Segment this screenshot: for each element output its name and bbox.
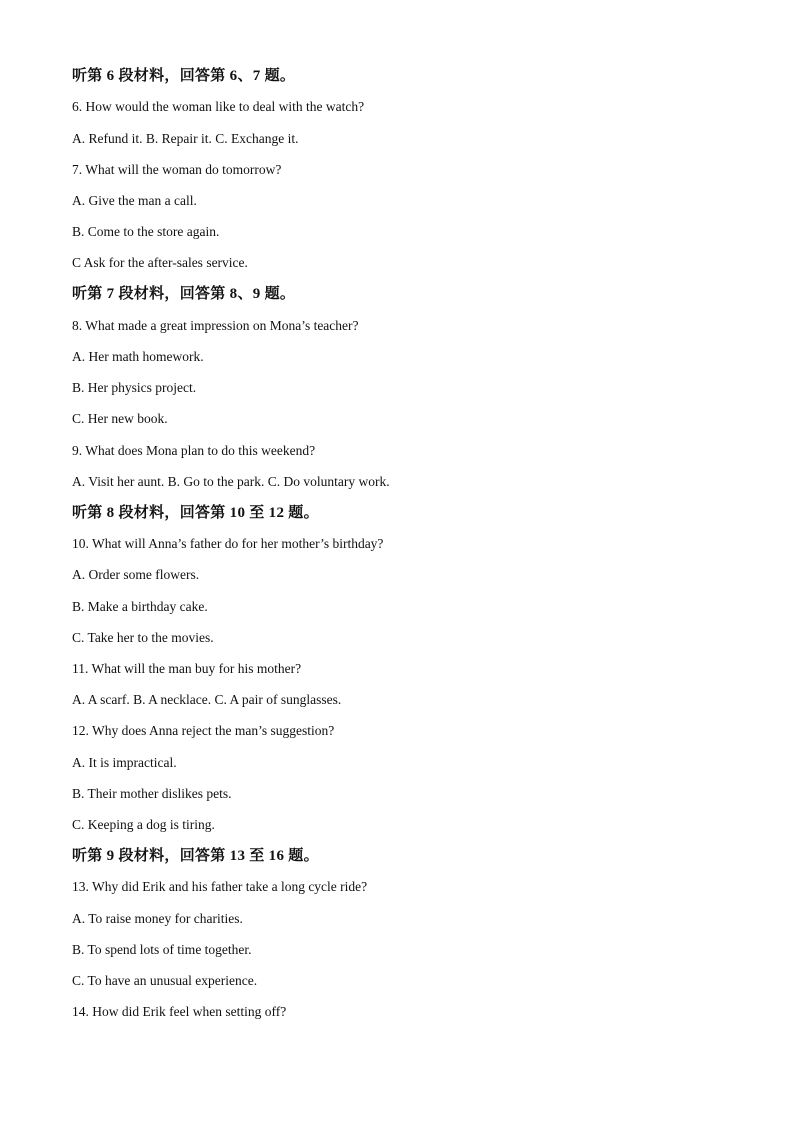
section-heading-7: 听第 7 段材料，回答第 8、9 题。 bbox=[72, 286, 296, 302]
option-8b: B. Her physics project. bbox=[72, 380, 197, 395]
option-8c: C. Her new book. bbox=[72, 411, 168, 426]
option-7b: B. Come to the store again. bbox=[72, 224, 220, 239]
question-8: 8. What made a great impression on Mona’s teacher? bbox=[72, 318, 359, 333]
section-heading-9: 听第 9 段材料，回答第 13 至 16 题。 bbox=[72, 848, 319, 864]
option-13b: B. To spend lots of time together. bbox=[72, 942, 252, 957]
question-14: 14. How did Erik feel when setting off? bbox=[72, 1004, 287, 1019]
question-11: 11. What will the man buy for his mother? bbox=[72, 661, 302, 676]
option-12c: C. Keeping a dog is tiring. bbox=[72, 817, 215, 832]
question-10: 10. What will Anna’s father do for her mother’s birthday? bbox=[72, 536, 384, 551]
option-10a: A. Order some flowers. bbox=[72, 567, 200, 582]
option-13c: C. To have an unusual experience. bbox=[72, 973, 258, 988]
options-11: A. A scarf. B. A necklace. C. A pair of sunglasses. bbox=[72, 692, 342, 707]
section-heading-6: 听第 6 段材料，回答第 6、7 题。 bbox=[72, 68, 296, 84]
option-12b: B. Their mother dislikes pets. bbox=[72, 786, 232, 801]
option-12a: A. It is impractical. bbox=[72, 755, 177, 770]
option-10c: C. Take her to the movies. bbox=[72, 630, 214, 645]
option-10b: B. Make a birthday cake. bbox=[72, 599, 208, 614]
options-9: A. Visit her aunt. B. Go to the park. C. Do voluntary work. bbox=[72, 474, 390, 489]
option-7a: A. Give the man a call. bbox=[72, 193, 197, 208]
option-13a: A. To raise money for charities. bbox=[72, 911, 243, 926]
options-6: A. Refund it. B. Repair it. C. Exchange it. bbox=[72, 131, 299, 146]
question-9: 9. What does Mona plan to do this weekend? bbox=[72, 443, 316, 458]
question-13: 13. Why did Erik and his father take a long cycle ride? bbox=[72, 879, 368, 894]
section-heading-8: 听第 8 段材料，回答第 10 至 12 题。 bbox=[72, 505, 319, 521]
option-8a: A. Her math homework. bbox=[72, 349, 204, 364]
option-7c: C Ask for the after-sales service. bbox=[72, 255, 248, 270]
question-7: 7. What will the woman do tomorrow? bbox=[72, 162, 282, 177]
question-6: 6. How would the woman like to deal with the watch? bbox=[72, 99, 365, 114]
question-12: 12. Why does Anna reject the man’s suggestion? bbox=[72, 723, 335, 738]
